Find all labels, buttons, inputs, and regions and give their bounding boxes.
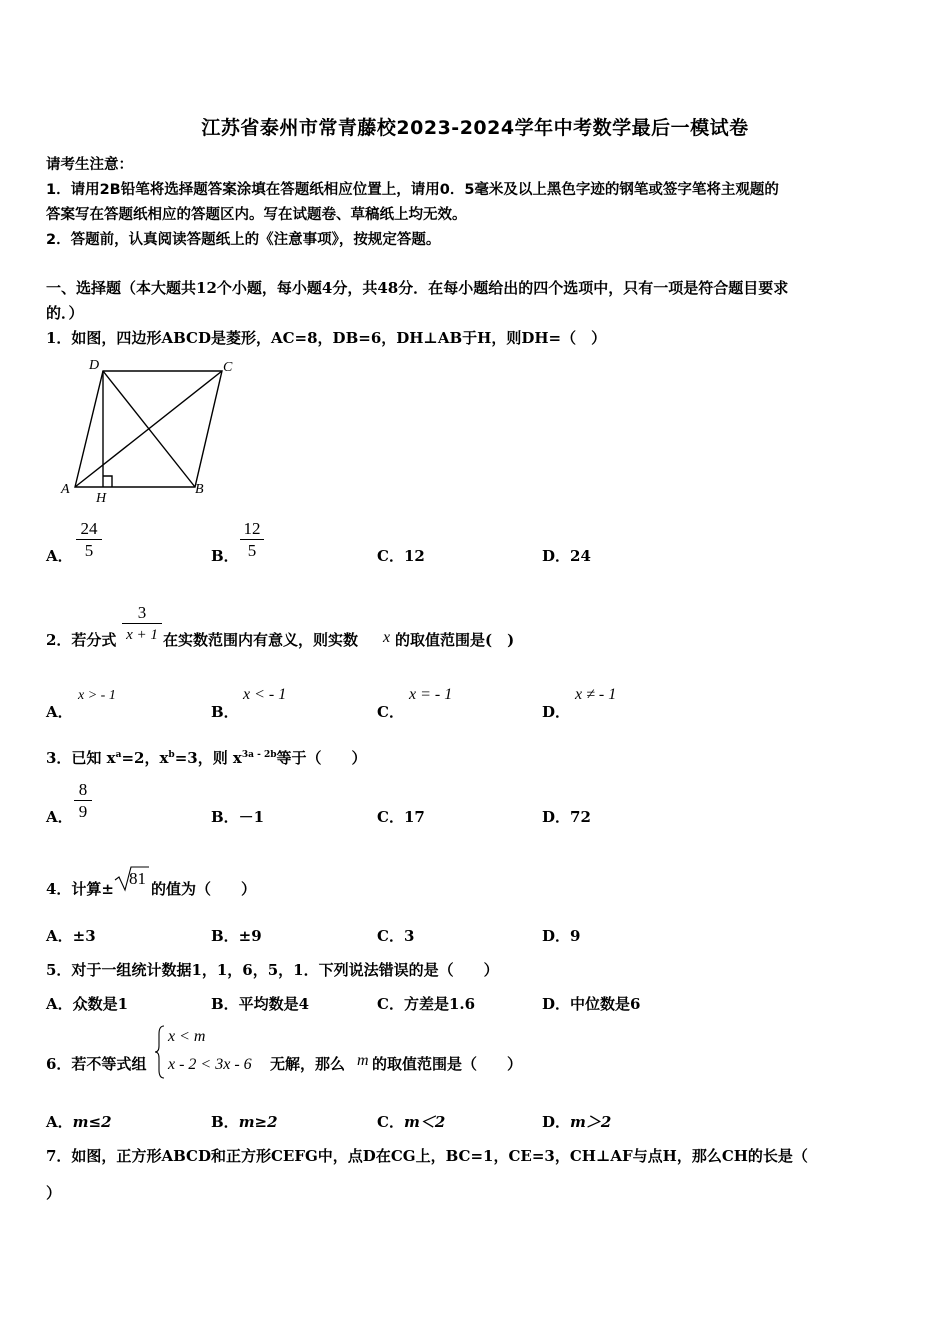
q5-option-a: A．众数是1 [46, 995, 129, 1013]
q2-option-a-expr: x > - 1 [78, 688, 116, 703]
q3-option-d: D．72 [542, 808, 591, 826]
fraction-denominator: 5 [247, 541, 257, 560]
diagonal-db [103, 371, 195, 487]
q6-inequality-1: x < m [168, 1028, 206, 1045]
q6-option-d [542, 1111, 611, 1132]
fraction-numerator: 12 [243, 519, 261, 538]
left-brace-icon [153, 1024, 167, 1080]
q6-var: m [357, 1052, 369, 1069]
option-letter: C． [377, 1113, 404, 1131]
q5-option-c: C．方差是1.6 [377, 995, 476, 1013]
q3-option-b: B．－1 [211, 808, 265, 826]
q2-option-d-expr: x ≠ - 1 [575, 686, 617, 703]
q3-part-3: =3，则 x [174, 749, 242, 767]
q1-option-a-letter: A． [46, 547, 73, 565]
q1-option-c: C．12 [377, 547, 425, 565]
q3-part-1: 3．已知 x [46, 749, 116, 767]
q2-fraction [122, 603, 162, 646]
q1-option-b-letter: B． [211, 547, 239, 565]
q6-option-b [211, 1111, 278, 1132]
q2-mid: 在实数范围内有意义，则实数 [163, 631, 359, 649]
q2-var: x [383, 629, 391, 646]
q5-option-d: D．中位数是6 [542, 995, 641, 1013]
q3-part-2: =2，x [121, 749, 169, 767]
q3-option-c: C．17 [377, 808, 425, 826]
option-expr: m＜2 [403, 1113, 446, 1131]
q3-option-a-fraction [74, 780, 92, 823]
fraction-numerator: 3 [137, 603, 147, 622]
q4-option-c: C．3 [377, 927, 415, 945]
section-heading-line-2: 的．） [46, 304, 84, 322]
section-heading-line-1: 一、选择题（本大题共12个小题，每小题4分，共48分．在每小题给出的四个选项中，只有一项是符合题目要求 [46, 279, 789, 297]
q6-suffix: 的取值范围是（ ） [372, 1055, 523, 1073]
q4-prefix: 4．计算± [46, 880, 115, 898]
q2-option-c-letter: C． [377, 703, 404, 721]
option-letter: D． [542, 1113, 571, 1131]
fraction-denominator: 5 [84, 541, 94, 560]
q4-option-b: B．±9 [211, 927, 262, 945]
page-title: 江苏省泰州市常青藤校2023-2024学年中考数学最后一模试卷 [201, 117, 749, 139]
right-angle-mark [103, 476, 112, 487]
q3-part-4: 等于（ ） [276, 749, 367, 767]
q2-suffix: 的取值范围是( ) [395, 631, 515, 649]
notice-heading: 请考生注意： [46, 157, 133, 173]
q5-option-b: B．平均数是4 [211, 995, 310, 1013]
label-b: B [195, 482, 204, 497]
q3-sup-b: b [168, 750, 175, 760]
q4-option-d: D．9 [542, 927, 581, 945]
q6-inequality-2: x - 2 < 3x - 6 [168, 1056, 252, 1073]
q4-radicand: 81 [129, 869, 146, 888]
fraction-numerator: 8 [78, 780, 88, 799]
q1-option-a-fraction [76, 519, 102, 562]
q4-suffix: 的值为（ ） [151, 880, 257, 898]
option-letter: B． [211, 1113, 239, 1131]
fraction-numerator: 24 [80, 519, 98, 538]
q3-stem [46, 747, 367, 768]
q3-option-a-letter: A． [46, 808, 73, 826]
q7-stem-line-1: 7．如图，正方形ABCD和正方形CEFG中，点D在CG上，BC=1，CE=3，CH⊥AF与点H，那么CH的长是（ [46, 1147, 808, 1165]
q2-option-c-expr: x = - 1 [409, 686, 453, 703]
q2-option-b-expr: x < - 1 [243, 686, 287, 703]
q6-option-c [377, 1111, 445, 1132]
q2-option-d-letter: D． [542, 703, 571, 721]
q1-rhombus-figure [55, 355, 245, 510]
q5-stem: 5．对于一组统计数据1，1，6，5，1．下列说法错误的是（ ） [46, 961, 499, 979]
q6-mid: 无解，那么 [270, 1055, 346, 1073]
option-expr: m≤2 [72, 1113, 112, 1131]
option-expr: m≥2 [238, 1113, 278, 1131]
q6-option-a [46, 1111, 112, 1132]
q6-prefix: 6．若不等式组 [46, 1055, 147, 1073]
fraction-denominator: 9 [78, 802, 88, 821]
notice-line-1b: 答案写在答题纸相应的答题区内。写在试题卷、草稿纸上均无效。 [46, 207, 467, 223]
notice-line-2: 2．答题前，认真阅读答题纸上的《注意事项》，按规定答题。 [46, 232, 441, 248]
q4-option-a: A．±3 [46, 927, 96, 945]
q3-sup-exponent: 3a - 2b [241, 750, 277, 760]
q7-stem-line-2: ） [46, 1184, 62, 1202]
fraction-denominator: x + 1 [126, 627, 158, 643]
q2-prefix: 2．若分式 [46, 631, 117, 649]
q3-sup-a: a [115, 750, 122, 760]
notice-line-1: 1．请用2B铅笔将选择题答案涂填在答题纸相应位置上，请用0．5毫米及以上黑色字迹的钢笔或签字笔将主观题的 [46, 182, 779, 198]
q1-option-d: D．24 [542, 547, 591, 565]
label-c: C [223, 360, 233, 375]
label-a: A [61, 482, 70, 497]
label-h: H [96, 491, 107, 506]
label-d: D [89, 358, 100, 373]
option-letter: A． [46, 1113, 73, 1131]
q2-option-a-letter: A． [46, 703, 73, 721]
q1-option-b-fraction [240, 519, 264, 562]
q2-option-b-letter: B． [211, 703, 239, 721]
q1-stem: 1．如图，四边形ABCD是菱形，AC=8，DB=6，DH⊥AB于H，则DH=（ ） [46, 329, 607, 347]
option-expr: m＞2 [570, 1113, 612, 1131]
